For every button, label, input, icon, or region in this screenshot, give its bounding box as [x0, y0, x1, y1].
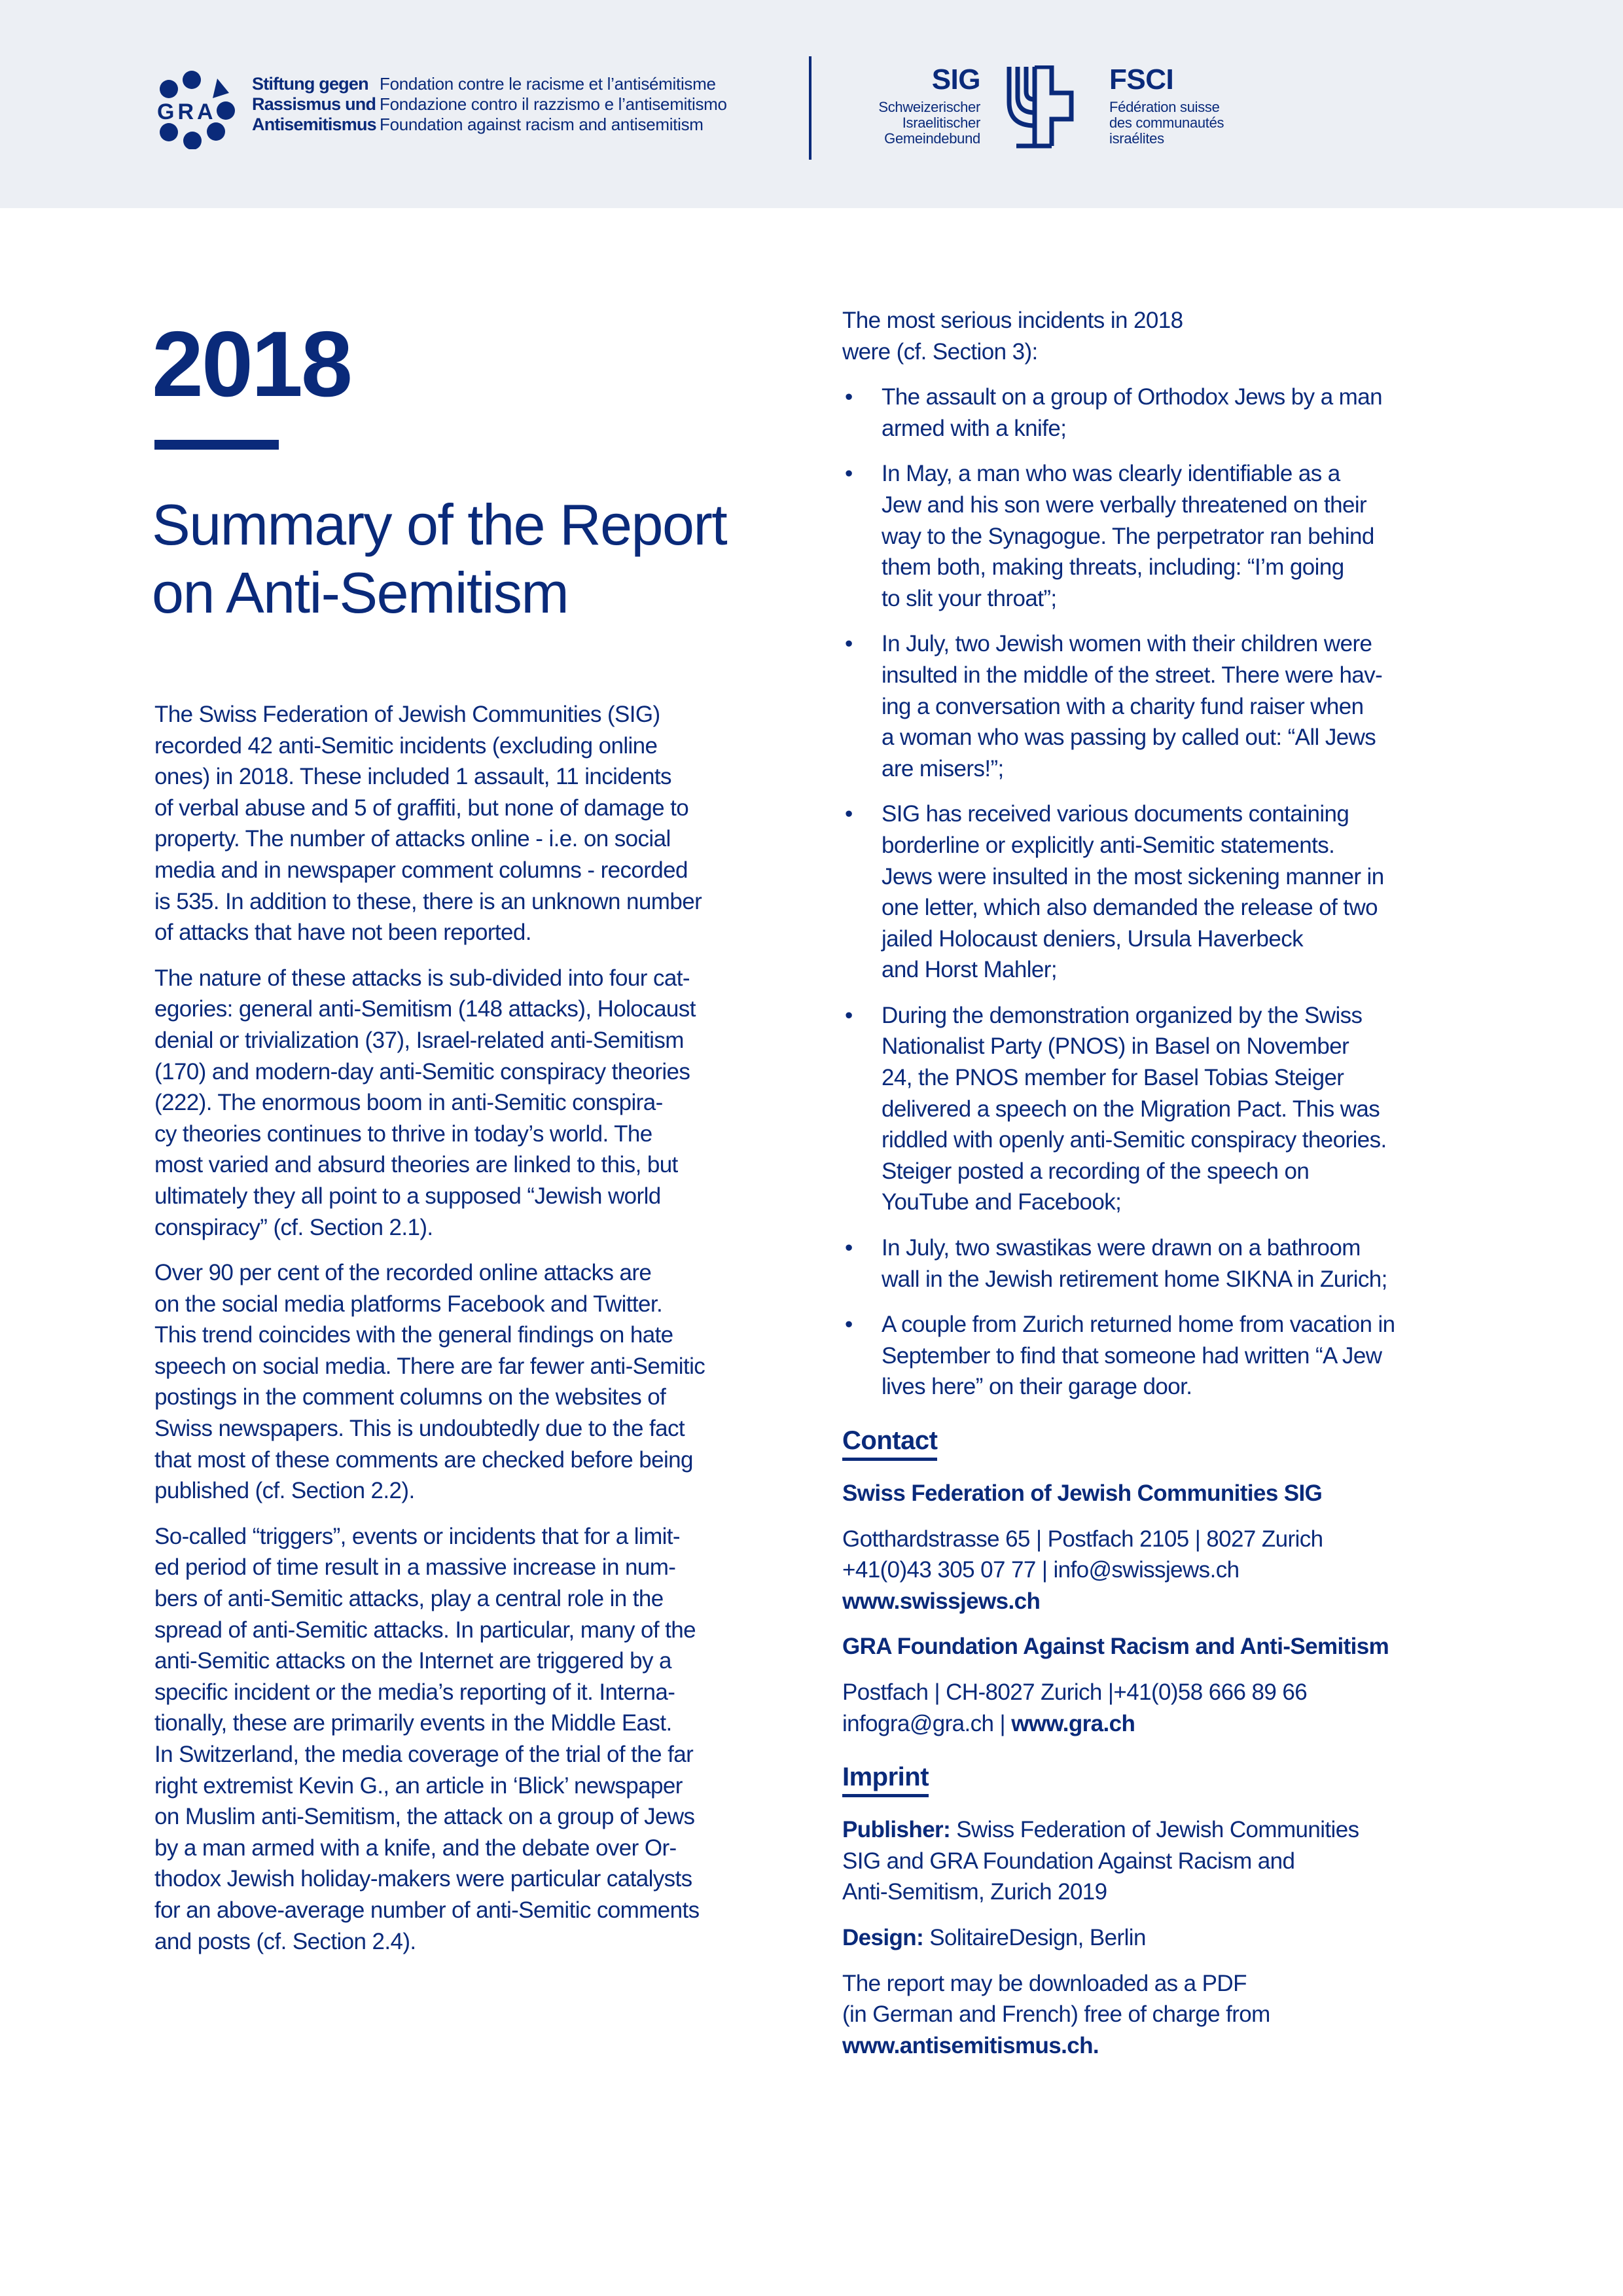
text-line: a woman who was passing by called out: “All Jews — [882, 725, 1376, 751]
separator: | — [993, 1710, 1012, 1736]
fsci-line: israélites — [1109, 130, 1164, 147]
summary-paragraph — [154, 963, 783, 1243]
text-line: that most of these comments are checked before being — [154, 1446, 693, 1473]
text-line: one letter, which also demanded the release of two — [882, 895, 1378, 921]
text-line: media and in newspaper comment columns - recorded — [154, 857, 688, 883]
text-line: In May, a man who was clearly identifiable as a — [882, 461, 1340, 487]
gra-language-block — [380, 74, 727, 135]
bullet-icon: • — [845, 1002, 853, 1028]
text-line: The assault on a group of Orthodox Jews by a man — [882, 384, 1382, 410]
text-line: are misers!”; — [882, 755, 1004, 781]
text-line: published (cf. Section 2.2). — [154, 1478, 415, 1504]
summary-paragraph — [154, 699, 783, 948]
sig-org-name: Swiss Federation of Jewish Communities SIG — [842, 1480, 1323, 1506]
fsci-title: FSCI — [1109, 63, 1174, 96]
text-line: In July, two swastikas were drawn on a bathroom — [882, 1235, 1361, 1261]
summary-paragraph — [154, 1257, 783, 1507]
download-block — [842, 1968, 1490, 2062]
text-line: thodox Jewish holiday-makers were particular catalysts — [154, 1866, 692, 1892]
summary-column — [154, 699, 783, 1971]
fsci-line: Fédération suisse — [1109, 99, 1220, 115]
publisher-line: SIG and GRA Foundation Against Racism and — [842, 1848, 1295, 1874]
sig-contact — [842, 1524, 1490, 1617]
text-line: on Muslim anti-Semitism, the attack on a group of Jews — [154, 1804, 695, 1830]
text-line: Steiger posted a recording of the speech on — [882, 1158, 1310, 1184]
text-line: lives here” on their garage door. — [882, 1374, 1192, 1400]
text-line: In July, two Jewish women with their children were — [882, 631, 1372, 657]
publisher-line: Anti-Semitism, Zurich 2019 — [842, 1879, 1107, 1905]
text-line: borderline or explicitly anti-Semitic statements. — [882, 832, 1335, 858]
report-title — [152, 491, 726, 627]
incident-item — [842, 628, 1490, 784]
incident-item — [842, 382, 1490, 444]
design-line — [842, 1922, 1490, 1954]
bullet-icon: • — [845, 631, 853, 657]
incidents-intro — [842, 305, 1490, 367]
report-year: 2018 — [152, 312, 351, 416]
sig-title: SIG — [931, 63, 980, 96]
text-line: The Swiss Federation of Jewish Communities (SIG) — [154, 702, 660, 727]
text-line: is 535. In addition to these, there is an unknown number — [154, 888, 702, 914]
text-line: ones) in 2018. These included 1 assault, 11 incidents — [154, 764, 671, 790]
text-line: delivered a speech on the Migration Pact. This was — [882, 1096, 1380, 1122]
text-line: most varied and absurd theories are linked to this, but — [154, 1152, 678, 1178]
text-line: YouTube and Facebook; — [882, 1189, 1122, 1215]
incident-list — [842, 382, 1490, 1403]
text-line: anti-Semitic attacks on the Internet are triggered by a — [154, 1648, 671, 1674]
gra-logo-icon — [152, 64, 237, 149]
text-line: In Switzerland, the media coverage of the trial of the far — [154, 1742, 694, 1767]
text-line: During the demonstration organized by the Swiss — [882, 1002, 1363, 1028]
title-rule — [154, 440, 279, 450]
text-line: specific incident or the media’s reporting of it. Interna- — [154, 1679, 675, 1705]
text-line: Swiss newspapers. This is undoubtedly due to the fact — [154, 1416, 685, 1442]
gra-email-web-line — [842, 1708, 1490, 1740]
incident-item — [842, 798, 1490, 986]
design-block — [842, 1922, 1490, 1954]
text-line: The nature of these attacks is sub-divided into four cat- — [154, 965, 690, 991]
sig-website-link[interactable]: www.swissjews.ch — [842, 1588, 1041, 1614]
bullet-icon: • — [845, 461, 853, 487]
text-line: and posts (cf. Section 2.4). — [154, 1928, 416, 1954]
gra-name-line: Antisemitismus — [252, 115, 376, 134]
text-line: bers of anti-Semitic attacks, play a central role in the — [154, 1586, 664, 1612]
sig-line: Israelitischer — [902, 115, 980, 131]
text-line: recorded 42 anti-Semitic incidents (excluding online — [154, 732, 658, 759]
gra-website-link[interactable]: www.gra.ch — [1011, 1710, 1135, 1736]
text-line: So-called “triggers”, events or incidents that for a limit- — [154, 1523, 680, 1549]
text-line: September to find that someone had written “A Jew — [882, 1342, 1382, 1369]
bullet-icon: • — [845, 801, 853, 827]
text-line: The most serious incidents in 2018 — [842, 308, 1183, 333]
text-line: armed with a knife; — [882, 415, 1067, 441]
incident-item — [842, 458, 1490, 614]
incident-item — [842, 1000, 1490, 1218]
text-line: Jews were insulted in the most sickening manner in — [882, 863, 1384, 889]
text-line: speech on social media. There are far fewer anti-Semitic — [154, 1353, 705, 1379]
text-line: them both, making threats, including: “I’m going — [882, 554, 1344, 581]
sig-line: Gemeindebund — [884, 130, 980, 147]
sig-address: Gotthardstrasse 65 | Postfach 2105 | 8027 Zurich — [842, 1526, 1323, 1552]
sig-block — [878, 65, 980, 147]
download-line: The report may be downloaded as a PDF — [842, 1970, 1247, 1996]
text-line: wall in the Jewish retirement home SIKNA in Zurich; — [882, 1266, 1387, 1292]
report-title-line: on Anti-Semitism — [152, 560, 569, 625]
text-line: riddled with openly anti-Semitic conspiracy theories. — [882, 1127, 1387, 1153]
gra-email-link[interactable]: infogra@gra.ch — [842, 1710, 994, 1736]
text-line: way to the Synagogue. The perpetrator ran behind — [882, 523, 1374, 549]
fsci-line: des communautés — [1109, 115, 1224, 131]
sig-subtitle — [878, 99, 980, 147]
text-line: denial or trivialization (37), Israel-related anti-Semitism — [154, 1027, 684, 1053]
text-line: ing a conversation with a charity fund raiser when — [882, 693, 1364, 719]
header-band — [0, 0, 1623, 208]
gra-language-line: Foundation against racism and antisemitism — [380, 115, 704, 134]
fsci-subtitle — [1109, 99, 1224, 147]
bullet-icon: • — [845, 1235, 853, 1261]
text-line: property. The number of attacks online - i.e. on social — [154, 826, 671, 852]
text-line: (170) and modern-day anti-Semitic conspiracy theories — [154, 1058, 690, 1085]
text-line: of verbal abuse and 5 of graffiti, but none of damage to — [154, 795, 689, 821]
incidents-column — [842, 305, 1490, 2075]
text-line: by a man armed with a knife, and the debate over Or- — [154, 1835, 677, 1861]
text-line: postings in the comment columns on the websites of — [154, 1384, 666, 1410]
gra-org-name: GRA Foundation Against Racism and Anti-Semitism — [842, 1634, 1389, 1660]
text-line: on the social media platforms Facebook and Twitter. — [154, 1291, 663, 1317]
report-title-line: Summary of the Report — [152, 492, 727, 557]
text-line: Jew and his son were verbally threatened on their — [882, 492, 1367, 518]
text-line: This trend coincides with the general findings on hate — [154, 1322, 673, 1348]
text-line: A couple from Zurich returned home from vacation in — [882, 1312, 1395, 1338]
text-line: conspiracy” (cf. Section 2.1). — [154, 1214, 433, 1240]
gra-language-line: Fondation contre le racisme et l’antisémitisme — [380, 74, 716, 94]
text-line: egories: general anti-Semitism (148 attacks), Holocaust — [154, 996, 696, 1022]
text-line: ultimately they all point to a supposed “Jewish world — [154, 1183, 661, 1209]
gra-contact — [842, 1677, 1490, 1739]
text-line: right extremist Kevin G., an article in ‘Blick’ newspaper — [154, 1772, 683, 1799]
publisher-label: Publisher: — [842, 1817, 951, 1843]
text-line: cy theories continues to thrive in today’s world. The — [154, 1121, 652, 1147]
text-line: jailed Holocaust deniers, Ursula Haverbeck — [882, 925, 1304, 952]
gra-name-line: Rassismus und — [252, 94, 376, 114]
incident-item — [842, 1309, 1490, 1403]
download-line: (in German and French) free of charge from — [842, 2001, 1270, 2028]
gra-address: Postfach | CH-8027 Zurich |+41(0)58 666 89 66 — [842, 1679, 1308, 1705]
text-line: were (cf. Section 3): — [842, 338, 1038, 365]
fsci-block — [1109, 65, 1224, 147]
sig-line: Schweizerischer — [878, 99, 980, 115]
text-line: SIG has received various documents containing — [882, 801, 1349, 827]
contact-heading: Contact — [842, 1425, 937, 1461]
gra-language-line: Fondazione contro il razzismo e l’antisemitismo — [380, 94, 727, 114]
download-link[interactable]: www.antisemitismus.ch. — [842, 2032, 1099, 2058]
imprint-heading: Imprint — [842, 1761, 929, 1797]
text-line: Over 90 per cent of the recorded online attacks are — [154, 1260, 652, 1286]
text-line: tionally, these are primarily events in the Middle East. — [154, 1710, 672, 1736]
design-value: SolitaireDesign, Berlin — [923, 1924, 1146, 1950]
bullet-icon: • — [845, 1312, 853, 1338]
text-line: Nationalist Party (PNOS) in Basel on November — [882, 1033, 1349, 1060]
bullet-icon: • — [845, 384, 853, 410]
gra-name-block — [252, 74, 376, 135]
summary-paragraph — [154, 1521, 783, 1957]
menorah-cross-icon — [998, 65, 1096, 151]
text-line: and Horst Mahler; — [882, 957, 1057, 983]
gra-logo-letters: GRA — [157, 99, 217, 124]
text-line: ed period of time result in a massive increase in num- — [154, 1554, 676, 1581]
publisher-value: Swiss Federation of Jewish Communities — [950, 1817, 1359, 1843]
text-line: of attacks that have not been reported. — [154, 920, 531, 946]
text-line: (222). The enormous boom in anti-Semitic conspira- — [154, 1090, 663, 1116]
text-line: for an above-average number of anti-Semitic comments — [154, 1897, 700, 1923]
gra-name-line: Stiftung gegen — [252, 74, 368, 94]
design-label: Design: — [842, 1924, 924, 1950]
text-line: to slit your throat”; — [882, 585, 1057, 611]
text-line: insulted in the middle of the street. There were hav- — [882, 662, 1383, 688]
text-line: spread of anti-Semitic attacks. In particular, many of the — [154, 1617, 696, 1643]
publisher-block — [842, 1814, 1490, 1908]
incident-item — [842, 1232, 1490, 1295]
header-divider — [809, 56, 812, 160]
publisher-line — [842, 1814, 1490, 1846]
sig-phone-email[interactable]: +41(0)43 305 07 77 | info@swissjews.ch — [842, 1557, 1240, 1583]
text-line: 24, the PNOS member for Basel Tobias Steiger — [882, 1065, 1344, 1091]
